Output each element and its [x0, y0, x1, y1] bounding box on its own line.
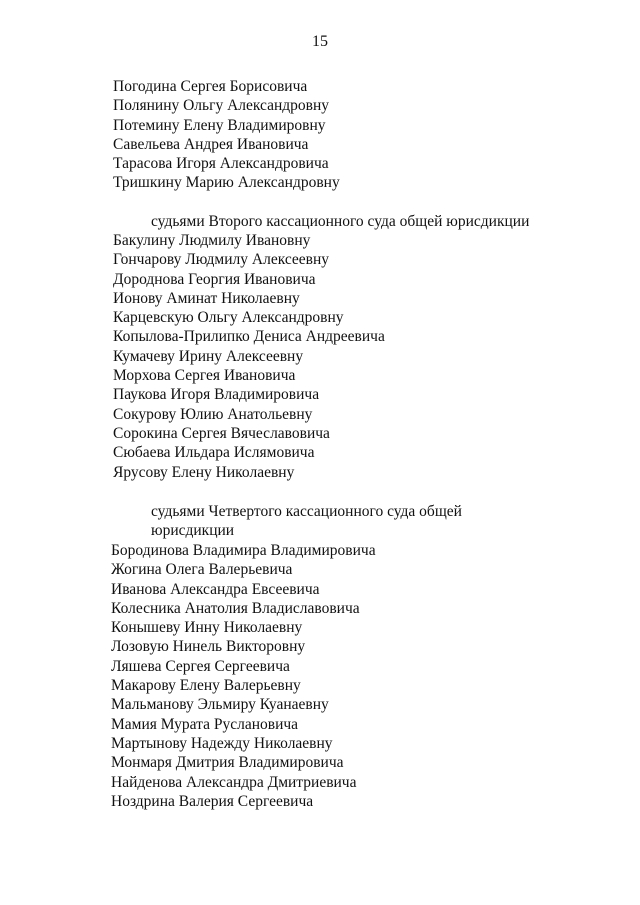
list-item: Тришкину Марию Александровну [113, 174, 340, 192]
section-heading-fourth-court: судьями Четвертого кассационного суда общей юрисдикции [151, 503, 462, 540]
list-item: Макарову Елену Валерьевну [111, 677, 301, 695]
list-item: Конышеву Инну Николаевну [111, 619, 303, 637]
list-item: Мальманову Эльмиру Куанаевну [111, 696, 329, 714]
list-item: Сорокина Сергея Вячеславовича [113, 424, 330, 442]
list-item: Ляшева Сергея Сергеевича [111, 657, 290, 675]
list-item: Ноздрина Валерия Сергеевича [111, 792, 314, 810]
list-item: Кумачеву Ирину Алексеевну [113, 347, 304, 365]
list-item: Ионову Аминат Николаевну [113, 289, 300, 307]
list-item: Дороднова Георгия Ивановича [113, 270, 316, 288]
list-item: Сюбаева Ильдара Ислямовича [113, 444, 315, 462]
names-list-fourth-court [111, 541, 376, 811]
list-item: Монмаря Дмитрия Владимировича [111, 754, 344, 772]
list-item: Иванова Александра Евсеевича [111, 580, 320, 598]
list-item: Морхова Сергея Ивановича [113, 367, 296, 385]
list-item: Колесника Анатолия Владиславовича [111, 599, 360, 617]
list-item: Мартынову Надежду Николаевну [111, 734, 333, 752]
list-item: Бакулину Людмилу Ивановну [113, 232, 311, 249]
list-item: Погодина Сергея Борисовича [113, 78, 308, 95]
list-item: Ярусову Елену Николаевну [113, 463, 295, 481]
list-item: Потемину Елену Владимировну [113, 116, 326, 134]
list-item: Тарасова Игоря Александровича [113, 155, 329, 173]
list-item: Жогина Олега Валерьевича [111, 561, 293, 579]
list-item: Лозовую Нинель Викторовну [111, 638, 306, 656]
list-item: Мамия Мурата Руслановича [111, 715, 299, 733]
list-item: Сокурову Юлию Анатольевну [113, 405, 313, 423]
page-number: 15 [312, 33, 328, 50]
list-item: Карцевскую Ольгу Александровну [113, 309, 344, 327]
list-item: Савельева Андрея Ивановича [113, 135, 309, 153]
list-item: Паукова Игоря Владимировича [113, 386, 320, 404]
list-item: Полянину Ольгу Александровну [113, 97, 330, 115]
names-list-continued [113, 77, 340, 193]
section-heading-second-court: судьями Второго кассационного суда общей юрисдикции [151, 213, 530, 230]
list-item: Копылова-Прилипко Дениса Андреевича [113, 328, 385, 346]
list-item: Найденова Александра Дмитриевича [111, 773, 357, 791]
list-item: Гончарову Людмилу Алексеевну [113, 251, 330, 269]
list-item: Бородинова Владимира Владимировича [111, 542, 376, 559]
names-list-second-court [113, 231, 385, 482]
